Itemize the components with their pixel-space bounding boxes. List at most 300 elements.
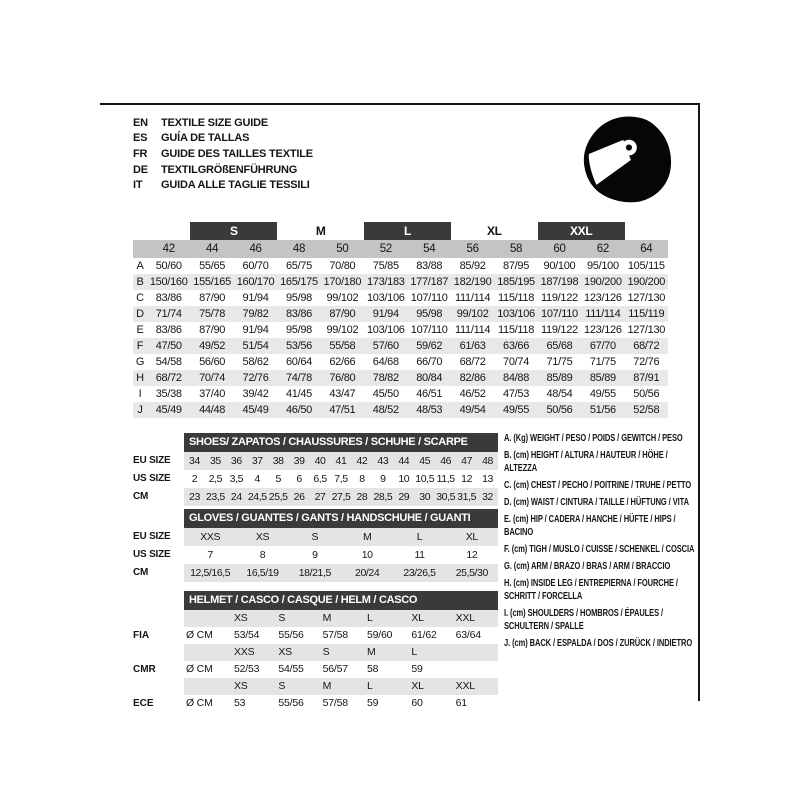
size-value: 115/119: [628, 308, 665, 320]
gloves-table: [184, 509, 498, 582]
size-value: 68/72: [459, 356, 486, 368]
size-value: 84/88: [503, 372, 530, 384]
gloves-value: XXS: [200, 531, 221, 543]
language-title: GUIDE DES TAILLES TEXTILE: [161, 147, 313, 160]
size-value: 91/94: [372, 308, 399, 320]
size-value: 87/90: [329, 308, 356, 320]
gloves-row-label: CM: [133, 567, 149, 578]
gloves-row: [184, 546, 498, 564]
size-value: 47/53: [503, 388, 530, 400]
cert-label-cmr: CMR: [133, 664, 156, 675]
size-value: 95/98: [285, 324, 312, 336]
row-letter: A: [136, 260, 144, 272]
size-value: 165/175: [280, 276, 318, 288]
empty-cell: [184, 644, 232, 661]
shoes-value: 10,5: [415, 473, 435, 485]
shoes-value: 13: [482, 473, 493, 485]
size-value: 44/48: [199, 404, 226, 416]
language-title: TEXTILGRÖßENFÜHRUNG: [161, 163, 298, 176]
gloves-value: 23/26,5: [403, 567, 436, 579]
shoes-value: 38: [272, 455, 284, 467]
size-value: 80/84: [416, 372, 443, 384]
size-value: 65/75: [285, 260, 312, 272]
size-value: 127/130: [627, 292, 666, 304]
legend-item: A. (Kg) WEIGHT / PESO / POIDS / GEWITCH / PESO: [504, 433, 683, 444]
helmet-size-header: S: [278, 612, 286, 624]
size-value: 55/65: [199, 260, 226, 272]
shoes-value: 10: [398, 473, 410, 485]
size-value: 46/51: [416, 388, 443, 400]
cert-label-fia: FIA: [133, 630, 150, 641]
helmet-size-value: 55/56: [278, 697, 304, 709]
size-value: 87/95: [503, 260, 530, 272]
helmet-size-value: 56/57: [322, 663, 348, 675]
size-value: 83/88: [416, 260, 443, 272]
size-value: 45/49: [155, 404, 182, 416]
shoes-value: 24,5: [247, 491, 267, 503]
size-group-m: M: [315, 224, 326, 238]
gloves-row-label: EU SIZE: [133, 531, 171, 542]
size-value: 91/94: [242, 324, 269, 336]
shoes-row: [184, 470, 498, 488]
size-value: 75/85: [372, 260, 399, 272]
language-code: FR: [133, 147, 148, 160]
row-letter: D: [136, 308, 144, 320]
helmet-size-header: S: [278, 680, 286, 692]
legend-item: F. (cm) TIGH / MUSLO / CUISSE / SCHENKEL / COSCIA: [504, 544, 695, 555]
helmet-size-value: 63/64: [455, 629, 481, 641]
size-value: 187/198: [540, 276, 579, 288]
gloves-row-labels: [133, 528, 183, 582]
size-value: 52/58: [633, 404, 660, 416]
shoes-value: 5: [275, 473, 281, 485]
helmet-size-value: 58: [366, 663, 379, 675]
size-value: 185/195: [497, 276, 535, 288]
helmet-size-value: 55/56: [278, 629, 304, 641]
shoes-value: 28,5: [373, 491, 393, 503]
size-col-header: 44: [206, 243, 219, 255]
shoes-value: 36: [230, 455, 242, 467]
size-value: 54/58: [155, 356, 182, 368]
gloves-value: 18/21,5: [298, 567, 331, 579]
language-code: IT: [133, 179, 143, 192]
size-value: 71/74: [155, 308, 182, 320]
size-value: 43/47: [329, 388, 356, 400]
size-value: 53/56: [285, 340, 312, 352]
size-col-header: 48: [292, 243, 306, 255]
helmet-size-header: L: [411, 646, 417, 658]
shoes-row: [184, 452, 498, 470]
row-letter: I: [138, 388, 142, 400]
measure-row-e: [133, 322, 668, 338]
gloves-value: 16,5/19: [246, 567, 279, 579]
main-size-table: [133, 222, 668, 418]
size-value: 95/98: [416, 308, 443, 320]
size-value: 51/54: [242, 340, 269, 352]
size-value: 63/66: [503, 340, 530, 352]
shoes-row-label: US SIZE: [133, 473, 171, 484]
size-col-header: 50: [336, 243, 349, 255]
size-col-header: 56: [466, 243, 479, 255]
gloves-row-label: US SIZE: [133, 549, 171, 560]
size-value: 190/200: [584, 276, 622, 288]
helmet-size-header: M: [322, 612, 332, 624]
shoes-value: 12: [461, 473, 473, 485]
measure-row-h: [133, 370, 668, 386]
size-col-header: 60: [553, 243, 566, 255]
empty-cell: [184, 610, 232, 627]
measure-row-a: [133, 258, 668, 274]
gloves-value: M: [362, 531, 372, 543]
size-value: 87/90: [199, 292, 226, 304]
shoes-table-title: SHOES/ ZAPATOS / CHAUSSURES / SCHUHE / SCARPE: [184, 433, 498, 452]
size-value: 72/76: [242, 372, 269, 384]
size-group-l: L: [364, 222, 451, 240]
size-value: 48/54: [546, 388, 573, 400]
size-col-header: 62: [596, 243, 609, 255]
gloves-table-title: GLOVES / GUANTES / GANTS / HANDSCHUHE / GUANTI: [184, 509, 498, 528]
size-value: 85/89: [589, 372, 616, 384]
size-value: 72/76: [633, 356, 660, 368]
helmet-size-value: 59: [411, 663, 423, 675]
helmet-size-value: 57/58: [322, 697, 348, 709]
helmet-size-value: 59/60: [366, 629, 393, 641]
corner-cell: [133, 240, 147, 258]
size-value: 150/160: [149, 276, 188, 288]
language-title: TEXTILE SIZE GUIDE: [161, 116, 269, 129]
helmet-size-header: M: [366, 646, 376, 658]
size-value: 74/78: [285, 372, 312, 384]
size-value: 182/190: [453, 276, 492, 288]
gloves-value: 8: [259, 549, 266, 561]
shoes-value: 27,5: [331, 491, 351, 503]
language-code: ES: [133, 132, 148, 145]
measure-row-g: [133, 354, 668, 370]
size-value: 111/114: [455, 292, 491, 304]
shoes-value: 26: [293, 491, 305, 503]
racing-helmet-icon-svg: [580, 115, 676, 205]
helmet-size-header: S: [322, 646, 330, 658]
size-value: 37/40: [199, 388, 226, 400]
shoes-value: 24: [230, 491, 242, 503]
size-value: 85/92: [459, 260, 486, 272]
shoes-value: 34: [189, 455, 200, 467]
gloves-value: 20/24: [355, 567, 380, 579]
row-letter: B: [136, 276, 144, 288]
helmet-size-header: M: [322, 680, 332, 692]
gloves-value: S: [311, 531, 319, 543]
gloves-row: [184, 528, 498, 546]
size-value: 155/165: [193, 276, 231, 288]
shoes-value: 9: [380, 473, 386, 485]
size-value: 71/75: [589, 356, 616, 368]
size-value: 99/102: [456, 308, 489, 320]
shoes-value: 29: [398, 491, 410, 503]
shoes-value: 4: [254, 473, 260, 485]
size-value: 66/70: [416, 356, 443, 368]
size-value: 61/63: [459, 340, 486, 352]
language-code: DE: [133, 163, 148, 176]
size-value: 45/49: [242, 404, 269, 416]
gloves-value: 25,5/30: [455, 567, 488, 579]
shoes-value: 45: [419, 455, 431, 467]
size-value: 87/90: [199, 324, 226, 336]
gloves-value: 12,5/16,5: [190, 567, 231, 579]
size-value: 107/110: [541, 308, 578, 320]
helmet-table: [184, 591, 498, 712]
size-value: 70/74: [199, 372, 226, 384]
legend-item: I. (cm) SHOULDERS / HOMBROS / ÉPAULES / SCHULTERN / SPALLE: [504, 608, 664, 632]
size-value: 47/50: [155, 340, 182, 352]
shoes-row-label: EU SIZE: [133, 455, 171, 466]
shoes-value: 2: [191, 473, 198, 485]
size-value: 95/100: [586, 260, 619, 272]
row-letter: H: [136, 372, 144, 384]
legend-item: D. (cm) WAIST / CINTURA / TAILLE / HÜFTUNG / VITA: [504, 497, 689, 508]
helmet-size-value: 60: [411, 697, 423, 709]
size-value: 90/100: [543, 260, 576, 272]
helmet-size-header: XXL: [455, 612, 475, 624]
gloves-value: 11: [414, 549, 425, 561]
size-col-header: 46: [249, 243, 262, 255]
shoes-value: 23,5: [205, 491, 225, 503]
size-value: 82/86: [459, 372, 486, 384]
size-value: 58/62: [242, 356, 269, 368]
helmet-value-row-fia: [184, 627, 498, 644]
size-value: 123/126: [584, 292, 622, 304]
gloves-value: XS: [255, 531, 270, 543]
helmet-size-header: XS: [234, 612, 248, 624]
helmet-size-value: 52/53: [234, 663, 260, 675]
shoes-table: [184, 433, 498, 506]
size-value: 119/122: [541, 324, 578, 336]
shoes-value: 32: [482, 491, 493, 503]
shoes-value: 37: [251, 455, 263, 467]
cert-label-ece: ECE: [133, 698, 154, 709]
shoes-row-label: CM: [133, 491, 149, 502]
size-value: 173/183: [366, 276, 405, 288]
helmet-size-header: L: [366, 612, 373, 624]
size-value: 39/42: [242, 388, 269, 400]
size-value: 115/118: [498, 292, 535, 304]
helmet-size-value: 61/62: [411, 629, 437, 641]
size-value: 123/126: [584, 324, 622, 336]
language-title: GUÍA DE TALLAS: [161, 132, 250, 145]
size-col-header: 42: [162, 243, 175, 255]
shoes-row: [184, 488, 498, 506]
helmet-size-header: XL: [411, 680, 424, 692]
helmet-table-title: HELMET / CASCO / CASQUE / HELM / CASCO: [184, 591, 498, 610]
measure-row-c: [133, 290, 668, 306]
size-value: 49/54: [459, 404, 486, 416]
size-value: 35/38: [155, 388, 182, 400]
legend-item: J. (cm) BACK / ESPALDA / DOS / ZURÜCK / INDIETRO: [504, 638, 693, 649]
helmet-size-header: XS: [234, 680, 248, 692]
size-value: 103/106: [366, 324, 405, 336]
size-value: 95/98: [285, 292, 312, 304]
size-value: 111/114: [585, 308, 621, 320]
helmet-size-value: 54/55: [278, 663, 304, 675]
size-value: 83/86: [285, 308, 312, 320]
shoes-value: 48: [482, 455, 493, 467]
language-title: GUIDA ALLE TAGLIE TESSILI: [161, 179, 310, 192]
size-col-header: 64: [640, 243, 653, 255]
shoes-value: 40: [314, 455, 326, 467]
size-value: 103/106: [497, 308, 535, 320]
measure-row-f: [133, 338, 668, 354]
shoes-value: 6,5: [313, 473, 327, 485]
size-value: 111/114: [455, 324, 491, 336]
shoes-value: 25,5: [268, 491, 288, 503]
size-value: 50/56: [546, 404, 573, 416]
helmet-size-header: XL: [411, 612, 424, 624]
size-value: 79/82: [242, 308, 269, 320]
shoes-value: 6: [296, 473, 302, 485]
helmet-size-row: [184, 644, 498, 661]
size-value: 47/51: [329, 404, 356, 416]
row-letter: G: [135, 356, 145, 368]
size-value: 67/70: [589, 340, 616, 352]
language-row: [133, 115, 313, 131]
shoes-value: 43: [377, 455, 389, 467]
size-col-header: 52: [379, 243, 392, 255]
size-value: 49/55: [589, 388, 616, 400]
size-value: 60/70: [242, 260, 269, 272]
helmet-size-value: 53/54: [234, 629, 260, 641]
shoes-row-labels: [133, 452, 183, 506]
size-value: 99/102: [326, 324, 359, 336]
size-value: 70/74: [503, 356, 530, 368]
legend-item: G. (cm) ARM / BRAZO / BRAS / ARM / BRACCIO: [504, 561, 671, 572]
shoes-table-rows: [184, 452, 498, 506]
gloves-table-rows: [184, 528, 498, 582]
measure-row-b: [133, 274, 668, 290]
helmet-size-value: 53: [234, 697, 246, 709]
size-value: 83/86: [155, 292, 182, 304]
size-value: 57/60: [372, 340, 399, 352]
size-value: 45/50: [372, 388, 399, 400]
helmet-table-rows: [184, 610, 498, 712]
shoes-value: 41: [335, 455, 347, 467]
size-value: 78/82: [372, 372, 399, 384]
size-group-row: [133, 222, 668, 240]
racing-helmet-icon: [580, 115, 676, 205]
gloves-value: 7: [207, 549, 213, 561]
row-letter: F: [136, 340, 144, 352]
shoes-value: 35: [209, 455, 221, 467]
shoes-value: 44: [398, 455, 410, 467]
shoes-value: 30,5: [436, 491, 456, 503]
helmet-size-row: [184, 678, 498, 695]
gloves-value: 12: [466, 549, 478, 561]
language-row: [133, 162, 313, 178]
diameter-label: Ø CM: [186, 663, 213, 675]
shoes-value: 2,5: [208, 473, 223, 485]
size-value: 51/56: [589, 404, 616, 416]
shoes-value: 28: [356, 491, 368, 503]
shoes-value: 30: [419, 491, 431, 503]
helmet-size-header: XS: [278, 646, 292, 658]
gloves-row: [184, 564, 498, 582]
helmet-value-row-ece: [184, 695, 498, 712]
size-header-row: [133, 240, 668, 258]
measure-row-i: [133, 386, 668, 402]
gloves-value: 9: [312, 549, 318, 561]
size-value: 59/62: [416, 340, 443, 352]
size-value: 56/60: [199, 356, 226, 368]
size-value: 105/115: [627, 260, 665, 272]
shoes-value: 46: [440, 455, 452, 467]
helmet-size-header: XXS: [234, 646, 255, 658]
size-value: 48/52: [372, 404, 399, 416]
shoes-value: 47: [461, 455, 473, 467]
language-row: [133, 146, 313, 162]
shoes-value: 27: [314, 491, 326, 503]
diameter-label: Ø CM: [186, 697, 213, 709]
gloves-value: L: [416, 531, 423, 543]
shoes-value: 8: [359, 473, 365, 485]
size-value: 55/58: [329, 340, 356, 352]
legend-item: H. (cm) INSIDE LEG / ENTREPIERNA / FOURCHE / SCHRITT / FORCELLA: [504, 578, 678, 602]
size-value: 103/106: [366, 292, 405, 304]
size-value: 50/56: [633, 388, 660, 400]
size-value: 115/118: [498, 324, 535, 336]
size-value: 46/50: [285, 404, 312, 416]
size-value: 71/75: [546, 356, 573, 368]
size-value: 127/130: [627, 324, 666, 336]
size-value: 68/72: [633, 340, 660, 352]
helmet-size-header: L: [366, 680, 373, 692]
size-value: 170/180: [323, 276, 362, 288]
size-value: 75/78: [199, 308, 226, 320]
language-row: [133, 177, 313, 193]
size-value: 76/80: [329, 372, 356, 384]
size-value: 85/89: [546, 372, 573, 384]
gloves-value: 10: [361, 549, 373, 561]
size-value: 87/91: [633, 372, 660, 384]
language-row: [133, 131, 313, 147]
size-value: 49/52: [199, 340, 226, 352]
shoes-value: 7,5: [334, 473, 348, 485]
size-value: 48/53: [416, 404, 443, 416]
size-value: 60/64: [285, 356, 312, 368]
language-code: EN: [133, 116, 148, 129]
legend-item: E. (cm) HIP / CADERA / HANCHE / HÜFTE / HIPS / BACINO: [504, 514, 676, 538]
size-value: 64/68: [372, 356, 399, 368]
helmet-size-header: [454, 644, 498, 661]
size-value: 49/55: [503, 404, 530, 416]
size-value: 91/94: [242, 292, 269, 304]
helmet-size-value: 59: [366, 697, 379, 709]
measurement-legend: [504, 432, 695, 654]
size-value: 99/102: [326, 292, 359, 304]
language-list: [133, 115, 313, 193]
shoes-value: 31,5: [457, 491, 477, 503]
size-value: 41/45: [285, 388, 312, 400]
size-value: 177/187: [410, 276, 449, 288]
measure-row-d: [133, 306, 668, 322]
helmet-value-row-cmr: [184, 661, 498, 678]
helmet-size-value: 57/58: [322, 629, 348, 641]
size-value: 119/122: [541, 292, 578, 304]
measure-row-j: [133, 402, 668, 418]
size-value: 70/80: [329, 260, 356, 272]
shoes-value: 23: [189, 491, 200, 503]
size-col-header: 54: [423, 243, 436, 255]
helmet-size-row: [184, 610, 498, 627]
size-group-s: S: [190, 222, 277, 240]
size-value: 50/60: [155, 260, 182, 272]
